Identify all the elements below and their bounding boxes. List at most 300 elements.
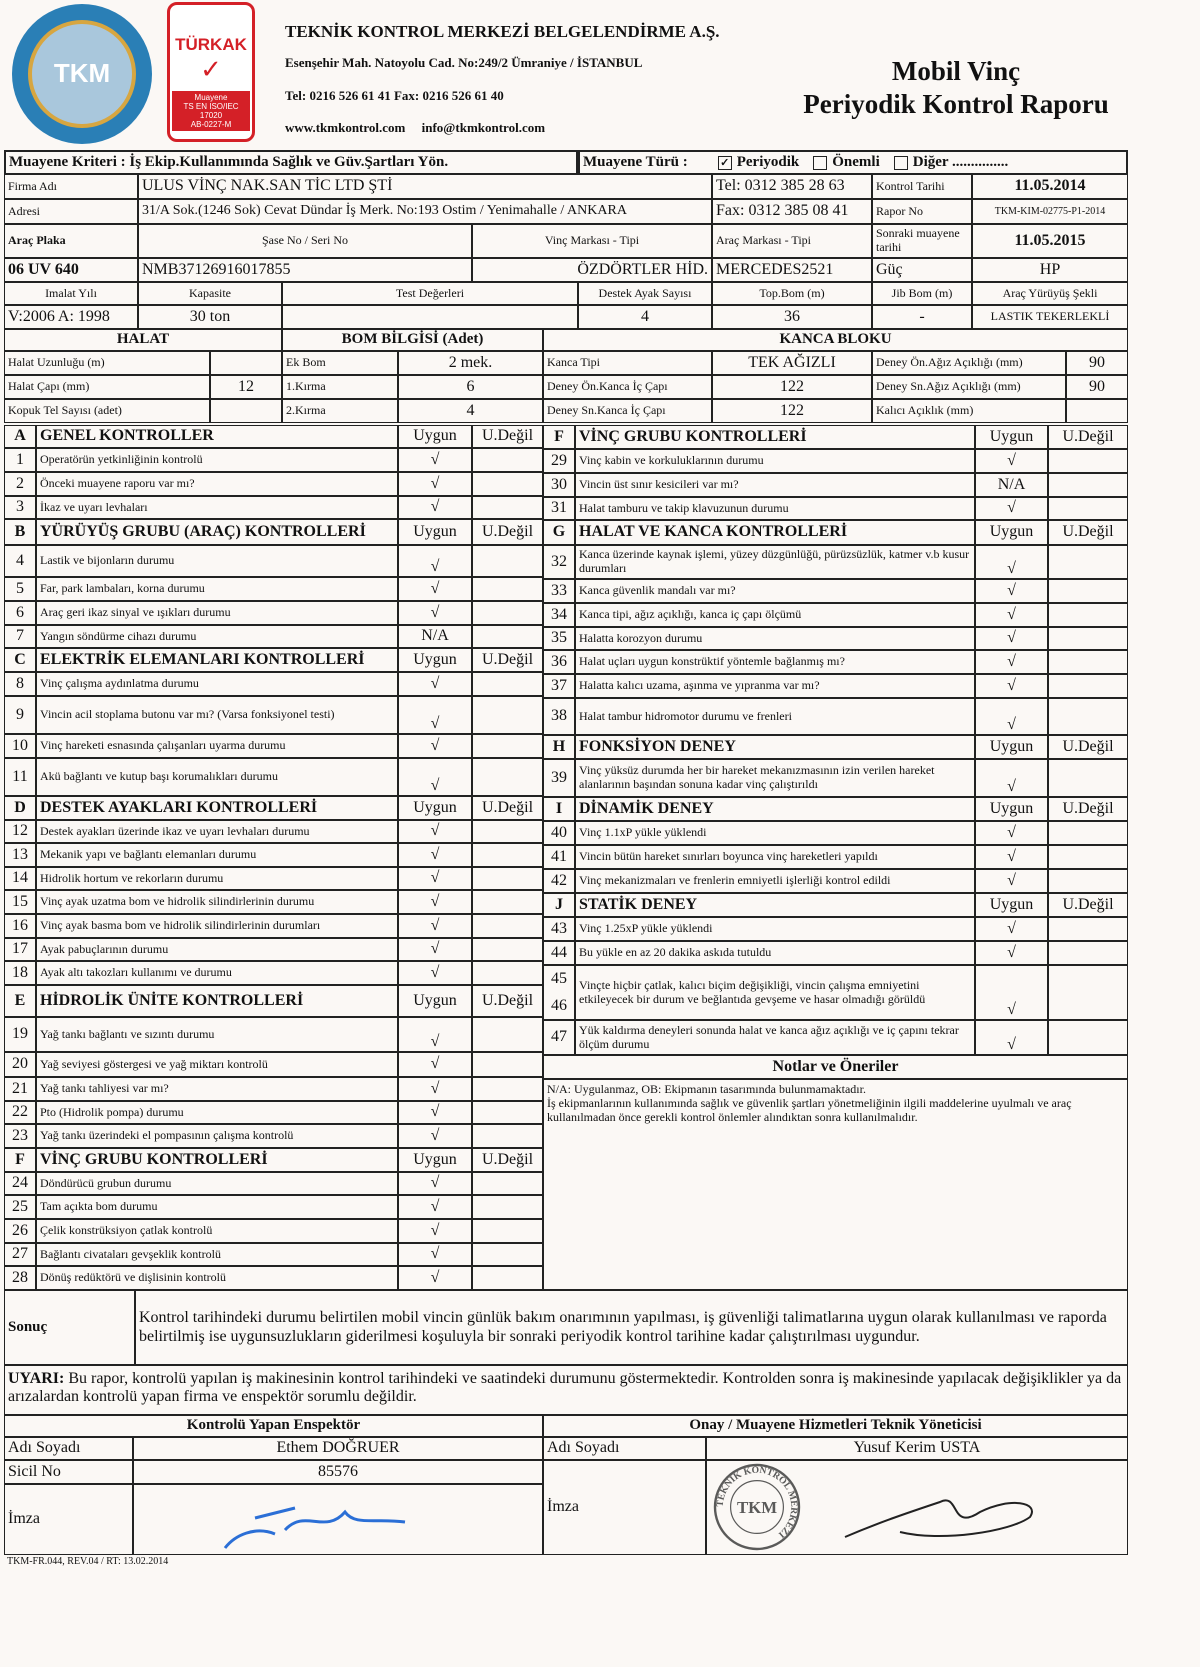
item-udegil[interactable] (1048, 821, 1128, 845)
item-number: 42 (543, 869, 575, 893)
section-letter: H (543, 735, 575, 759)
item-text: Halatta korozyon durumu (575, 627, 975, 650)
item-number: 43 (543, 917, 575, 941)
item-text: Hidrolik hortum ve rekorların durumu (36, 867, 398, 890)
rapor-no-label: Rapor No (872, 199, 972, 224)
item-text: Vincin üst sınır kesicileri var mı? (575, 473, 975, 497)
item-number: 25 (4, 1195, 36, 1219)
kanca-row-value: TEK AĞIZLI (712, 351, 872, 375)
item-udegil[interactable] (1048, 545, 1128, 579)
item-number: 15 (4, 890, 36, 914)
item-text: Vinç mekanizmaları ve frenlerin emniyetli işlerliği kontrol edildi (575, 869, 975, 893)
column-udegil: U.Değil (472, 985, 543, 1017)
sase-value: NMB37126916017855 (138, 258, 472, 282)
item-uygun[interactable]: √ (975, 869, 1048, 893)
item-text: Ayak altı takozları kullanımı ve durumu (36, 961, 398, 985)
vinc-marka-label: Vinç Markası - Tipi (472, 224, 712, 258)
item-udegil[interactable] (472, 1077, 543, 1101)
item-udegil[interactable] (1048, 603, 1128, 627)
item-text: Vinç 1.25xP yükle yüklendi (575, 917, 975, 941)
option-periyodik: Periyodik (736, 153, 800, 170)
item-text: Çelik konstrüksiyon çatlak kontrolü (36, 1219, 398, 1243)
inspector-name: Ethem DOĞRUER (133, 1437, 543, 1460)
kanca-row-value: 90 (1066, 351, 1128, 375)
manager-name: Yusuf Kerim USTA (706, 1437, 1128, 1460)
item-uygun[interactable]: √ (398, 1172, 472, 1195)
item-text: Halat tambur hidromotor durumu ve frenleri (575, 698, 975, 735)
item-uygun[interactable]: √ (398, 1017, 472, 1052)
jibbom-label: Jib Bom (m) (872, 282, 972, 305)
uyari-label: UYARI: (8, 1370, 65, 1387)
item-udegil[interactable] (472, 545, 543, 577)
item-uygun[interactable]: √ (975, 1020, 1048, 1055)
inspector-name-label: Adı Soyadı (4, 1437, 133, 1460)
item-uygun[interactable]: √ (398, 696, 472, 734)
kanca-row-value (1066, 399, 1128, 423)
item-number: 31 (543, 497, 575, 520)
item-number: 36 (543, 650, 575, 674)
bom-row-label: 1.Kırma (282, 375, 398, 399)
item-uygun[interactable]: √ (975, 759, 1048, 797)
section-title: ELEKTRİK ELEMANLARI KONTROLLERİ (36, 648, 398, 672)
column-uygun: Uygun (975, 735, 1048, 759)
item-number: 11 (4, 758, 36, 796)
company-phone: Tel: 0216 526 61 41 Fax: 0216 526 61 40 (285, 88, 504, 103)
item-udegil[interactable] (472, 1195, 543, 1219)
section-letter: D (4, 796, 36, 820)
column-udegil: U.Değil (472, 425, 543, 448)
item-text: Lastik ve bijonların durumu (36, 545, 398, 577)
company-web[interactable]: www.tkmkontrol.com info@tkmkontrol.com (285, 120, 546, 135)
item-number: 30 (543, 473, 575, 497)
item-udegil[interactable] (472, 1101, 543, 1124)
sonraki-muayene-label: Sonraki muayene tarihi (872, 224, 972, 258)
item-udegil[interactable] (1048, 449, 1128, 473)
section-title: HALAT VE KANCA KONTROLLERİ (575, 520, 975, 545)
sonuc-text: Kontrol tarihindeki durumu belirtilen mobil vincin günlük bakım onarımının yapılması, iş güvenliği talimatlarına uygun olarak kullanılması ve raporda belirtilmiş ise uygunsuzlukların giderilmesi koşuluyla bir sonraki periyodik kontrol tarihine kadar çalıştırılması uygundur. (135, 1290, 1128, 1365)
svg-text:TKM: TKM (53, 58, 111, 88)
item-udegil[interactable] (472, 890, 543, 914)
manager-title: Onay / Muayene Hizmetleri Teknik Yöneticisi (543, 1415, 1128, 1437)
kanca-row-label: Kanca Tipi (543, 351, 712, 375)
bom-row-value: 2 mek. (398, 351, 543, 375)
item-udegil[interactable] (1048, 473, 1128, 497)
item-udegil[interactable] (472, 496, 543, 519)
item-uygun[interactable]: N/A (975, 473, 1048, 497)
item-uygun[interactable]: √ (398, 1243, 472, 1266)
adres-value: 31/A Sok.(1246 Sok) Cevat Dündar İş Merk. No:193 Ostim / Yenimahalle / ANKARA (138, 199, 712, 224)
test-label: Test Değerleri (282, 282, 578, 305)
yuruyus-label: Araç Yürüyüş Şekli (972, 282, 1128, 305)
item-text: Halat uçları uygun konstrüktif yöntemle bağlanmış mı? (575, 650, 975, 674)
sase-label: Şase No / Seri No (138, 224, 472, 258)
topbom-value: 36 (712, 305, 872, 329)
item-text: Yük kaldırma deneyleri sonunda halat ve kanca ağız açıklığı ve iç çapını tekrar ölçüm durumu (575, 1020, 975, 1055)
inspector-sicil: 85576 (133, 1460, 543, 1484)
item-number: 34 (543, 603, 575, 627)
item-number: 32 (543, 545, 575, 579)
item-uygun[interactable]: √ (975, 917, 1048, 941)
item-text: Kanca güvenlik mandalı var mı? (575, 579, 975, 603)
item-uygun[interactable]: √ (398, 1052, 472, 1077)
inspector-title: Kontrolü Yapan Enspektör (4, 1415, 543, 1437)
item-text: Far, park lambaları, korna durumu (36, 577, 398, 601)
item-udegil[interactable] (1048, 941, 1128, 965)
item-text: Vinç çalışma aydınlatma durumu (36, 672, 398, 696)
item-uygun[interactable]: √ (398, 961, 472, 985)
checkbox-diger[interactable] (894, 156, 908, 170)
bom-row-value: 6 (398, 375, 543, 399)
item-uygun[interactable]: √ (398, 938, 472, 961)
item-udegil[interactable] (1048, 845, 1128, 869)
item-udegil[interactable] (1048, 698, 1128, 735)
column-udegil: U.Değil (1048, 520, 1128, 545)
guc-label: Güç (872, 258, 972, 282)
item-udegil[interactable] (472, 577, 543, 601)
column-uygun: Uygun (398, 648, 472, 672)
item-uygun[interactable]: √ (398, 914, 472, 938)
report-subtitle: Periyodik Kontrol Raporu (803, 89, 1109, 119)
item-udegil[interactable] (472, 843, 543, 867)
section-title: DESTEK AYAKLARI KONTROLLERİ (36, 796, 398, 820)
item-uygun[interactable]: √ (398, 867, 472, 890)
item-text: Vinç yüksüz durumda her bir hareket mekanızmasının izin verilen hareket alanlarının başından sonuna kadar vinç çalıştırıldı (575, 759, 975, 797)
item-udegil[interactable] (1048, 917, 1128, 941)
item-text: Vinç ayak basma bom ve hidrolik silindirlerinin durumları (36, 914, 398, 938)
item-number: 7 (4, 625, 36, 648)
item-number: 23 (4, 1124, 36, 1148)
item-udegil[interactable] (1048, 674, 1128, 698)
turkak-name: TÜRKAK (175, 35, 247, 54)
item-number: 39 (543, 759, 575, 797)
arac-marka-label: Araç Markası - Tipi (712, 224, 872, 258)
manager-signature (840, 1482, 1050, 1550)
turkak-logo (167, 2, 255, 142)
option-onemli: Önemli (832, 153, 880, 170)
halat-row-value (210, 351, 282, 375)
item-text: Yangın söndürme cihazı durumu (36, 625, 398, 648)
item-number: 20 (4, 1052, 36, 1077)
adres-label: Adresi (4, 199, 138, 224)
item-uygun[interactable]: N/A (398, 625, 472, 648)
item-udegil[interactable] (472, 914, 543, 938)
kanca-row-label: Deney Ön.Ağız Açıklığı (mm) (872, 351, 1066, 375)
item-uygun[interactable]: √ (398, 496, 472, 519)
item-text: Tam açıkta bom durumu (36, 1195, 398, 1219)
section-title: YÜRÜYÜŞ GRUBU (ARAÇ) KONTROLLERİ (36, 519, 398, 545)
column-uygun: Uygun (975, 797, 1048, 821)
turkak-line: AB-0227-M (190, 120, 232, 129)
item-udegil[interactable] (472, 867, 543, 890)
kanca-row-label: Deney Sn.Kanca İç Çapı (543, 399, 712, 423)
item-uygun[interactable]: √ (398, 672, 472, 696)
item-text: Vinç ayak uzatma bom ve hidrolik silindirlerinin durumu (36, 890, 398, 914)
item-text: Yağ tankı tahliyesi var mı? (36, 1077, 398, 1101)
item-number: 22 (4, 1101, 36, 1124)
item-text: Vincin acil stoplama butonu var mı? (Varsa fonksiyonel testi) (36, 696, 398, 734)
item-uygun[interactable]: √ (398, 1195, 472, 1219)
item-number: 44 (543, 941, 575, 965)
item-uygun[interactable]: √ (398, 820, 472, 843)
kapasite-value: 30 ton (138, 305, 282, 329)
item-number: 41 (543, 845, 575, 869)
item-udegil[interactable] (472, 625, 543, 648)
item-udegil[interactable] (472, 1052, 543, 1077)
item-uygun[interactable]: √ (398, 577, 472, 601)
item-text: Bağlantı civataları gevşeklik kontrolü (36, 1243, 398, 1266)
column-uygun: Uygun (975, 520, 1048, 545)
item-uygun[interactable]: √ (398, 601, 472, 625)
notes-title: Notlar ve Öneriler (543, 1055, 1128, 1079)
item-text: Halatta kalıcı uzama, aşınma ve yıpranma var mı? (575, 674, 975, 698)
item-udegil[interactable] (1048, 759, 1128, 797)
item-number: 21 (4, 1077, 36, 1101)
item-uygun[interactable]: √ (398, 1077, 472, 1101)
item-number: 2 (4, 472, 36, 496)
kanca-row-label: Deney Sn.Ağız Açıklığı (mm) (872, 375, 1066, 399)
item-udegil[interactable] (472, 1243, 543, 1266)
note-line: İş ekipmanlarının kullanımında sağlık ve güvenlik şartları yönetmeliğinin ilgili maddelerine uyulmalı ve araç kullanılmadan önce gerekli kontrol önlemler alındıktan sonra kullanılmalıdır. (547, 1095, 1072, 1124)
check-icon: ✓ (200, 55, 222, 84)
item-number: 26 (4, 1219, 36, 1243)
item-udegil[interactable] (472, 601, 543, 625)
item-uygun[interactable]: √ (975, 497, 1048, 520)
guc-value: HP (972, 258, 1128, 282)
item-number: 35 (543, 627, 575, 650)
inspection-type (578, 150, 1128, 175)
item-number: 6 (4, 601, 36, 625)
item-text: Kanca tipi, ağız açıklığı, kanca iç çapı ölçümü (575, 603, 975, 627)
section-title: GENEL KONTROLLER (36, 425, 398, 448)
column-udegil: U.Değil (1048, 735, 1128, 759)
vinc-marka-value: ÖZDÖRTLER HİD. (472, 258, 712, 282)
destek-label: Destek Ayak Sayısı (578, 282, 712, 305)
section-letter: F (4, 1148, 36, 1172)
column-udegil: U.Değil (1048, 893, 1128, 917)
note-line: N/A: Uygulanmaz, OB: Ekipmanın tasarımında bulunmamaktadır. (547, 1082, 866, 1096)
item-udegil[interactable] (1048, 579, 1128, 603)
manager-imza-label: İmza (543, 1460, 706, 1555)
company-stamp (712, 1462, 802, 1557)
item-number: 40 (543, 821, 575, 845)
item-text: Akü bağlantı ve kutup başı korumalıkları durumu (36, 758, 398, 796)
item-text: Önceki muayene raporu var mı? (36, 472, 398, 496)
item-number: 3 (4, 496, 36, 519)
halat-row-label: Kopuk Tel Sayısı (adet) (4, 399, 210, 423)
item-udegil[interactable] (472, 758, 543, 796)
item-uygun[interactable]: √ (975, 579, 1048, 603)
turkak-line: TS EN ISO/IEC 17020 (183, 102, 239, 120)
halat-title: HALAT (4, 329, 282, 351)
item-number: 28 (4, 1266, 36, 1290)
item-uygun[interactable]: √ (398, 890, 472, 914)
jibbom-value: - (872, 305, 972, 329)
item-uygun[interactable]: √ (975, 674, 1048, 698)
item-text: Destek ayakları üzerinde ikaz ve uyarı levhaları durumu (36, 820, 398, 843)
section-letter: J (543, 893, 575, 917)
kanca-row-label: Kalıcı Açıklık (mm) (872, 399, 1066, 423)
column-uygun: Uygun (975, 893, 1048, 917)
item-uygun[interactable]: √ (975, 449, 1048, 473)
item-number: 8 (4, 672, 36, 696)
item-uygun[interactable]: √ (398, 1124, 472, 1148)
inspection-criteria: Muayene Kriteri : İş Ekip.Kullanımında Sağlık ve Güv.Şartları Yön. (4, 150, 578, 175)
section-title: VİNÇ GRUBU KONTROLLERİ (36, 1148, 398, 1172)
item-uygun[interactable]: √ (975, 650, 1048, 674)
column-uygun: Uygun (398, 796, 472, 820)
item-text: Kanca üzerinde kaynak işlemi, yüzey düzgünlüğü, pürüzsüzlük, katmer v.b kusur durumları (575, 545, 975, 579)
item-number: 27 (4, 1243, 36, 1266)
item-text: Araç geri ikaz sinyal ve ışıkları durumu (36, 601, 398, 625)
item-uygun[interactable]: √ (398, 448, 472, 472)
item-number: 33 (543, 579, 575, 603)
column-udegil: U.Değil (472, 519, 543, 545)
item-number: 12 (4, 820, 36, 843)
item-udegil[interactable] (472, 672, 543, 696)
section-letter: B (4, 519, 36, 545)
item-text: Bu yükle en az 20 dakika askıda tutuldu (575, 941, 975, 965)
item-text: Yağ seviyesi göstergesi ve yağ miktarı kontrolü (36, 1052, 398, 1077)
item-udegil[interactable] (1048, 650, 1128, 674)
item-number: 38 (543, 698, 575, 735)
item-udegil[interactable] (1048, 627, 1128, 650)
item-text: Operatörün yetkinliğinin kontrolü (36, 448, 398, 472)
checkbox-onemli[interactable] (813, 156, 827, 170)
item-uygun[interactable]: √ (975, 698, 1048, 735)
turkak-line: Muayene (194, 93, 228, 102)
item-udegil[interactable] (1048, 869, 1128, 893)
item-number: 37 (543, 674, 575, 698)
inspector-imza-label: İmza (4, 1484, 133, 1555)
fax-value: Fax: 0312 385 08 41 (712, 199, 872, 224)
item-number: 45 (551, 970, 567, 988)
kanca-row-label: Deney Ön.Kanca İç Çapı (543, 375, 712, 399)
section-title: STATİK DENEY (575, 893, 975, 917)
item-uygun[interactable]: √ (975, 545, 1048, 579)
item-number (543, 965, 575, 1020)
item-uygun[interactable]: √ (975, 603, 1048, 627)
firma-label: Firma Adı (4, 174, 138, 199)
imalat-label: Imalat Yılı (4, 282, 138, 305)
item-number: 17 (4, 938, 36, 961)
item-number: 14 (4, 867, 36, 890)
item-udegil[interactable] (472, 448, 543, 472)
kapasite-label: Kapasite (138, 282, 282, 305)
company-name: TEKNİK KONTROL MERKEZİ BELGELENDİRME A.Ş. (285, 22, 720, 41)
section-title: HİDROLİK ÜNİTE KONTROLLERİ (36, 985, 398, 1017)
item-uygun[interactable]: √ (975, 965, 1048, 1020)
item-number: 9 (4, 696, 36, 734)
section-letter: F (543, 425, 575, 449)
item-number: 18 (4, 961, 36, 985)
item-uygun[interactable]: √ (398, 1219, 472, 1243)
item-uygun[interactable]: √ (975, 941, 1048, 965)
item-uygun[interactable]: √ (975, 821, 1048, 845)
item-number: 1 (4, 448, 36, 472)
column-udegil: U.Değil (1048, 797, 1128, 821)
item-number: 47 (543, 1020, 575, 1055)
item-uygun[interactable]: √ (398, 843, 472, 867)
section-letter: G (543, 520, 575, 545)
item-text: Vinç hareketi esnasında çalışanları uyarma durumu (36, 734, 398, 758)
stamp-ring-text: TEKNİK KONTROL MERKEZİ (714, 1464, 800, 1540)
bom-row-value: 4 (398, 399, 543, 423)
kontrol-tarihi-value: 11.05.2014 (972, 174, 1128, 199)
item-udegil[interactable] (472, 1219, 543, 1243)
test-value (282, 305, 578, 329)
column-udegil: U.Değil (472, 796, 543, 820)
plaka-value: 06 UV 640 (4, 258, 138, 282)
item-number: 4 (4, 545, 36, 577)
item-number: 13 (4, 843, 36, 867)
bom-row-label: 2.Kırma (282, 399, 398, 423)
phone-value: Tel: 0312 385 28 63 (712, 174, 872, 199)
item-udegil[interactable] (1048, 965, 1128, 1020)
manager-name-label: Adı Soyadı (543, 1437, 706, 1460)
item-text: Yağ tankı bağlantı ve sızıntı durumu (36, 1017, 398, 1052)
item-uygun[interactable]: √ (398, 758, 472, 796)
halat-row-value: 12 (210, 375, 282, 399)
section-title: FONKSİYON DENEY (575, 735, 975, 759)
checkbox-periyodik[interactable]: ✓ (718, 156, 732, 170)
column-uygun: Uygun (975, 425, 1048, 449)
item-uygun[interactable]: √ (975, 627, 1048, 650)
item-text: Dönüş redüktörü ve dişlisinin kontrolü (36, 1266, 398, 1290)
item-udegil[interactable] (472, 961, 543, 985)
bom-title: BOM BİLGİSİ (Adet) (282, 329, 543, 351)
item-udegil[interactable] (472, 696, 543, 734)
item-number: 19 (4, 1017, 36, 1052)
item-udegil[interactable] (472, 472, 543, 496)
item-udegil[interactable] (1048, 1020, 1128, 1055)
item-udegil[interactable] (472, 820, 543, 843)
company-address: Esenşehir Mah. Natoyolu Cad. No:249/2 Ümraniye / İSTANBUL (285, 55, 643, 70)
kanca-row-value: 122 (712, 399, 872, 423)
option-diger: Diğer ............... (912, 153, 1009, 170)
item-udegil[interactable] (472, 1017, 543, 1052)
item-uygun[interactable]: √ (398, 1101, 472, 1124)
item-text: Mekanik yapı ve bağlantı elemanları durumu (36, 843, 398, 867)
item-uygun[interactable]: √ (398, 734, 472, 758)
item-uygun[interactable]: √ (975, 845, 1048, 869)
plaka-label: Araç Plaka (4, 224, 138, 258)
item-udegil[interactable] (472, 1266, 543, 1290)
item-number: 24 (4, 1172, 36, 1195)
item-number: 5 (4, 577, 36, 601)
column-udegil: U.Değil (472, 648, 543, 672)
item-text: Vinçte hiçbir çatlak, kalıcı biçim değişikliği, vincin çalışma emniyetini etkileyecek bir durum ve beğlantıda gevşeme ve hasar olmadığı görüldü (575, 965, 975, 1020)
item-uygun[interactable]: √ (398, 545, 472, 577)
item-text: Pto (Hidrolik pompa) durumu (36, 1101, 398, 1124)
item-udegil[interactable] (1048, 497, 1128, 520)
halat-row-value (210, 399, 282, 423)
item-udegil[interactable] (472, 1172, 543, 1195)
item-udegil[interactable] (472, 734, 543, 758)
item-uygun[interactable]: √ (398, 1266, 472, 1290)
section-title: DİNAMİK DENEY (575, 797, 975, 821)
item-udegil[interactable] (472, 1124, 543, 1148)
stamp-center: TKM (736, 1498, 778, 1517)
halat-row-label: Halat Uzunluğu (m) (4, 351, 210, 375)
item-udegil[interactable] (472, 938, 543, 961)
report-title: Mobil Vinç (891, 56, 1021, 86)
section-letter: A (4, 425, 36, 448)
item-uygun[interactable]: √ (398, 472, 472, 496)
kanca-title: KANCA BLOKU (543, 329, 1128, 351)
section-letter: E (4, 985, 36, 1017)
uyari-text: Bu rapor, kontrolü yapılan iş makinesinin kontrol tarihindeki ve saatindeki durumunu göstermektedir. Kontrolden sonra iş makinesinde yapılacak değişiklikler ya da arızalardan kontrolü yapan firma ve enspektör sorumlu değildir. (8, 1370, 1122, 1406)
column-uygun: Uygun (398, 985, 472, 1017)
